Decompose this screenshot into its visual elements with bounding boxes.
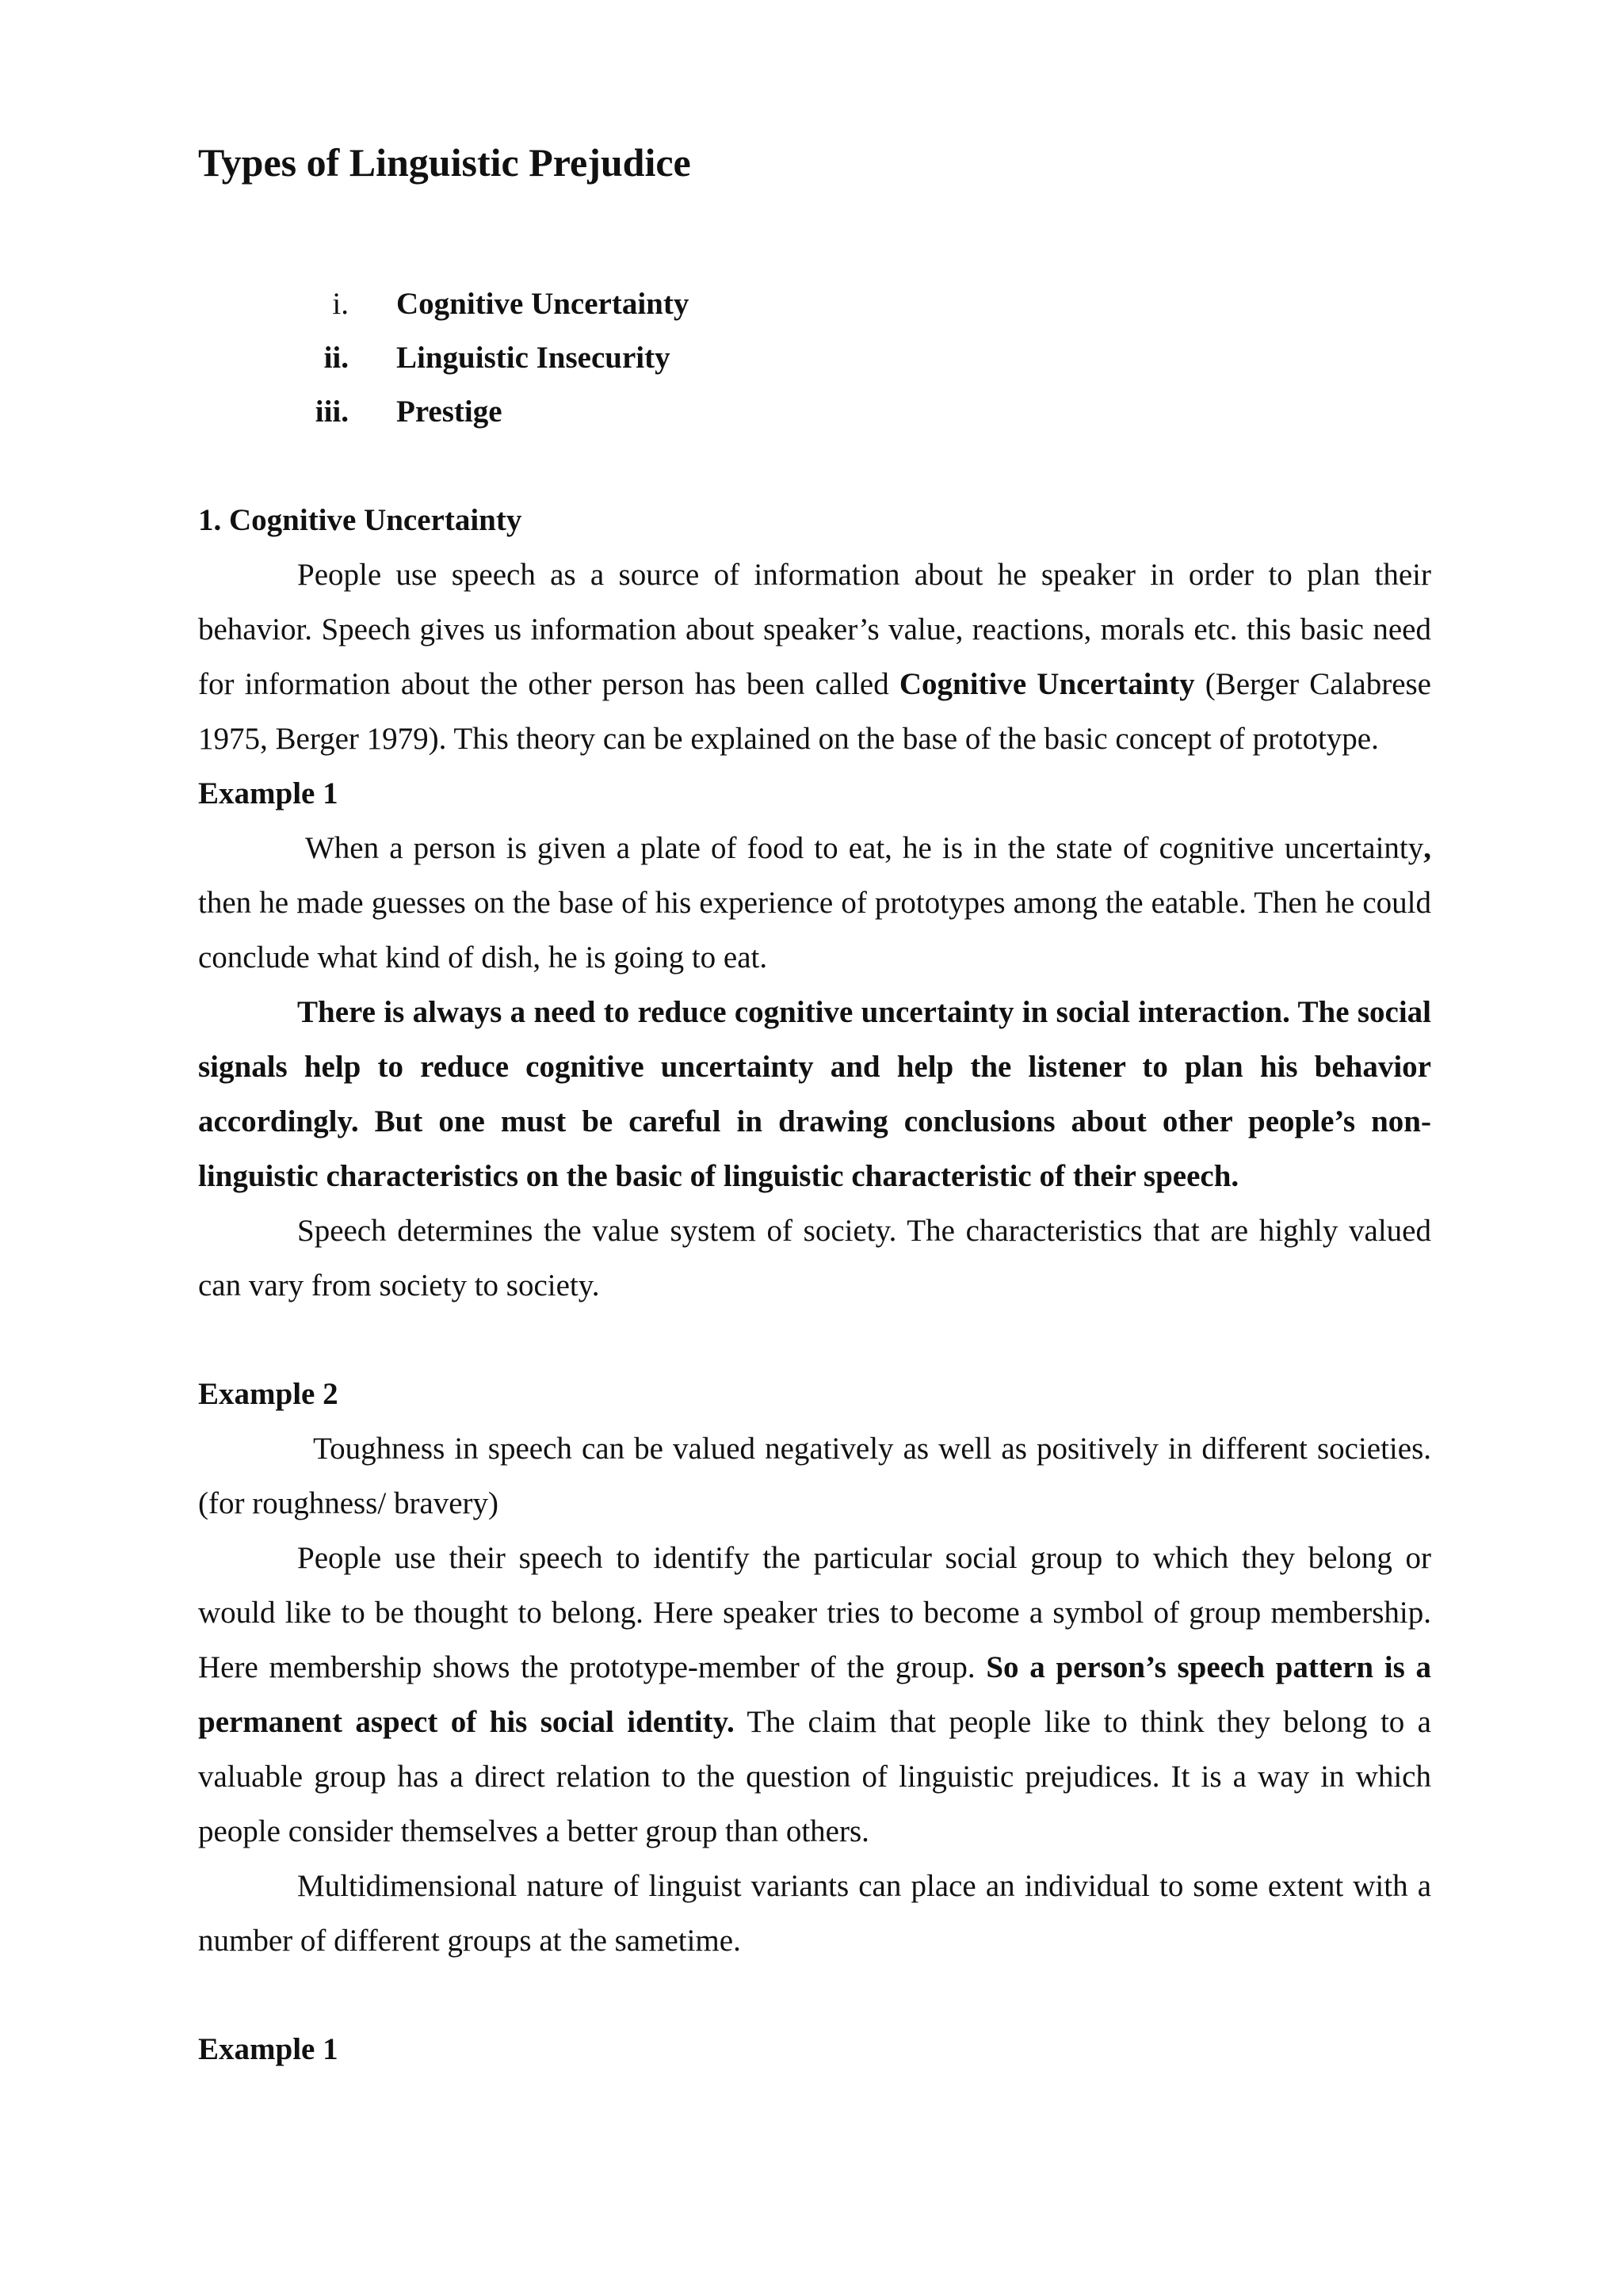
paragraph-text: People use speech as a source of information about he speaker in order to plan their behavior. Speech gives us information about speaker’s value, reactions, morals etc. this basic need for information about the other person has been called	[198, 558, 1431, 701]
paragraph-multidimensional: Multidimensional nature of linguist variants can place an individual to some extent with a number of different groups at the sametime.	[198, 1869, 1431, 1958]
list-item	[198, 277, 1431, 331]
paragraph-text: The claim that people like to think they belong to a valuable group has a direct relation to the question of linguistic prejudices. It is a way in which people consider themselves a better group than others.	[198, 1705, 1431, 1848]
list-item-number: iii.	[315, 395, 349, 429]
list-item-number: i.	[332, 287, 349, 321]
paragraph-intro	[198, 547, 1431, 766]
bold-paragraph-text: There is always a need to reduce cognitive uncertainty in social interaction. The social signals help to reduce cognitive uncertainty and help the listener to plan his behavior accordingly. But one must be careful in drawing conclusions about other people’s non-linguistic characteristics on the basic of linguistic characteristic of their speech.	[198, 995, 1431, 1193]
paragraph-value-system: Speech determines the value system of society. The characteristics that are highly valued can vary from society to society.	[198, 1214, 1431, 1302]
paragraph-text: then he made guesses on the base of his experience of prototypes among the eatable. Then he could conclude what kind of dish, he is going to eat.	[198, 886, 1431, 974]
bold-sentence: So a person’s speech pattern is a permanent aspect of his social identity.	[198, 1650, 1431, 1739]
paragraph-example-2: Toughness in speech can be valued negatively as well as positively in different societies.(for roughness/ bravery)	[198, 1432, 1431, 1520]
page-title: Types of Linguistic Prejudice	[198, 140, 691, 185]
example-label: Example 1	[198, 776, 338, 810]
example-label: Example 1	[198, 2032, 338, 2066]
document-content	[198, 135, 1431, 2077]
list-item-label: Linguistic Insecurity	[396, 341, 670, 375]
list-item	[198, 331, 1431, 385]
list-item-label: Prestige	[396, 395, 502, 429]
types-list	[198, 277, 1431, 439]
spacer	[198, 1968, 1431, 2022]
paragraph-social-group	[198, 1531, 1431, 1859]
paragraph-text: People use their speech to identify the particular social group to which they belong or would like to be thought to belong. Here speaker tries to become a symbol of group membership. Here membership shows the prototype-member of the group.	[198, 1541, 1431, 1684]
section-heading: 1. Cognitive Uncertainty	[198, 503, 522, 537]
paragraph-text: When a person is given a plate of food to eat, he is in the state of cognitive uncertainty	[305, 831, 1424, 865]
paragraph-bold	[198, 985, 1431, 1203]
paragraph-example-1	[198, 821, 1431, 985]
list-item-number: ii.	[323, 341, 349, 375]
list-item-label: Cognitive Uncertainty	[396, 287, 689, 321]
bold-term: Cognitive Uncertainty	[899, 667, 1195, 701]
example-label: Example 2	[198, 1377, 338, 1411]
bold-comma: ,	[1423, 831, 1431, 865]
paragraph-text: (Berger Calabrese 1975, Berger 1979). This theory can be explained on the base of the basic concept of prototype.	[198, 667, 1431, 756]
list-item	[198, 385, 1431, 439]
spacer	[198, 1313, 1431, 1367]
